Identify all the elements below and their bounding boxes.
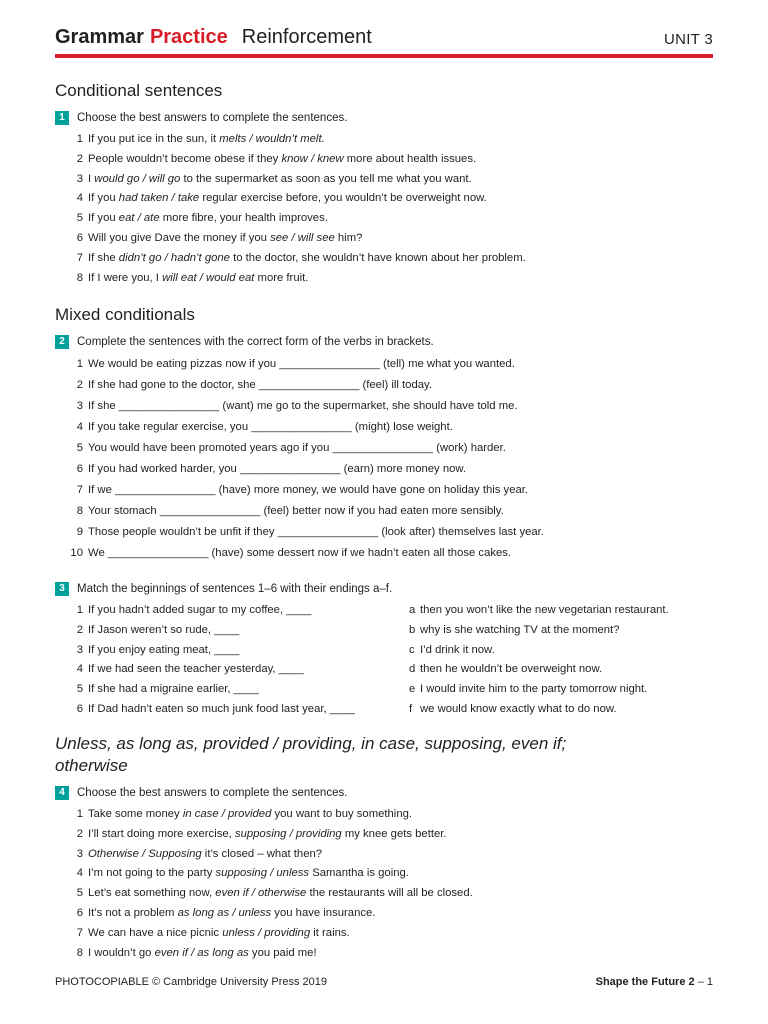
sentence-text: you paid me!: [248, 946, 317, 959]
answer-choices: as long as / unless: [177, 906, 272, 919]
item-number: 3: [76, 400, 83, 412]
item-number: 3: [76, 847, 83, 860]
sentence-ending: [409, 641, 495, 661]
sentence-item: [55, 438, 715, 459]
page-number: – 1: [694, 976, 713, 988]
item-number: 8: [76, 271, 83, 284]
instruction-text: Match the beginnings of sentences 1–6 with their endings a–f.: [77, 583, 393, 595]
ending-letter: b: [409, 623, 416, 636]
sentence-item: [55, 825, 715, 845]
sentence-ending: [409, 680, 647, 700]
sentence-item: [55, 229, 715, 249]
exercise-4-list: [55, 805, 715, 963]
sentence-item: [55, 249, 715, 269]
item-number: 9: [76, 526, 83, 538]
exercise-1-list: [55, 130, 715, 288]
sentence-beginning: [55, 621, 239, 641]
beginning-text: If she had a migraine earlier, ____: [88, 683, 259, 696]
matching-row: [55, 660, 715, 680]
sentence-item: [55, 904, 715, 924]
sentence-item: [55, 189, 715, 209]
answer-choices: in case / provided: [182, 808, 272, 820]
matching-row: [55, 700, 715, 720]
page-footer: [55, 976, 713, 988]
item-number: 10: [70, 547, 83, 559]
section-conditional-sentences: [55, 80, 715, 288]
section-matching: [55, 579, 715, 720]
ending-letter: a: [409, 604, 416, 616]
sentence-item: [55, 130, 715, 150]
item-number: 2: [76, 379, 83, 391]
matching-rows: [55, 601, 715, 720]
sentence-item: [55, 924, 715, 944]
matching-row: [55, 641, 715, 661]
sentence-item: [55, 170, 715, 190]
item-number: 5: [76, 212, 83, 225]
sentence-text: It’s not a problem: [88, 906, 178, 919]
sentence-text: Will you give Dave the money if you: [88, 231, 271, 244]
sentence-item: [55, 522, 715, 543]
unit-label: UNIT 3: [663, 31, 713, 48]
beginning-text: If Dad hadn’t eaten so much junk food last year, ____: [88, 702, 355, 715]
item-number: 2: [76, 623, 83, 636]
sentence-item: [55, 805, 715, 825]
answer-choices: melts / wouldn’t melt.: [219, 133, 325, 145]
ending-text: I’d drink it now.: [420, 643, 495, 656]
sentence-beginning: [55, 700, 355, 720]
ending-text: why is she watching TV at the moment?: [420, 623, 620, 636]
item-number: 7: [76, 926, 83, 939]
beginning-text: If Jason weren’t so rude, ____: [88, 623, 240, 636]
exercise-instruction: [55, 581, 715, 601]
answer-choices: even if / as long as: [154, 946, 249, 959]
sentence-item: [55, 209, 715, 229]
section-linking-words: [55, 733, 715, 963]
instruction-text: Choose the best answers to complete the sentences.: [77, 112, 348, 124]
item-number: 4: [76, 663, 83, 676]
answer-choices: Otherwise / Supposing: [88, 847, 202, 860]
sentence-text: Samantha is going.: [309, 867, 409, 880]
sentence-text: more fibre, your health improves.: [159, 212, 328, 225]
book-page-label: [596, 976, 713, 988]
sentence-text: to the doctor, she wouldn’t have known about her problem.: [229, 251, 526, 264]
sentence-item: [55, 480, 715, 501]
item-number: 6: [76, 231, 83, 244]
gap-fill-sentence: If she had gone to the doctor, she ________________ (feel) ill today.: [88, 379, 432, 391]
instruction-text: Complete the sentences with the correct form of the verbs in brackets.: [77, 336, 434, 348]
sentence-beginning: [55, 680, 259, 700]
header-grammar: Grammar: [55, 26, 144, 48]
matching-row: [55, 680, 715, 700]
section-title-line-1: Unless, as long as, provided / providing, in case, supposing, even if;: [55, 734, 567, 753]
item-number: 2: [76, 827, 83, 840]
item-number: 4: [76, 192, 83, 205]
gap-fill-sentence: You would have been promoted years ago if you ________________ (work) harder.: [88, 442, 506, 454]
matching-row: [55, 601, 715, 621]
ending-letter: f: [409, 702, 413, 715]
answer-choices: see / will see: [270, 231, 335, 244]
sentence-text: him?: [334, 231, 363, 244]
sentence-text: regular exercise before, you wouldn’t be overweight now.: [199, 192, 487, 205]
gap-fill-sentence: If you had worked harder, you ________________ (earn) more money now.: [88, 463, 467, 475]
book-title: Shape the Future 2: [595, 976, 695, 988]
sentence-text: to the supermarket as soon as you tell me what you want.: [180, 172, 472, 185]
exercise-number-badge: 4: [55, 786, 69, 800]
item-number: 2: [76, 152, 83, 165]
sentence-text: I’ll start doing more exercise,: [88, 827, 235, 840]
sentence-text: I wouldn’t go: [88, 946, 155, 959]
header-rule: [55, 54, 713, 58]
answer-choices: unless / providing: [222, 926, 311, 939]
ending-text: I would invite him to the party tomorrow night.: [420, 683, 648, 696]
beginning-text: If you hadn’t added sugar to my coffee, ____: [88, 604, 312, 616]
sentence-item: [55, 864, 715, 884]
sentence-text: If you: [88, 192, 119, 205]
sentence-ending: [409, 700, 617, 720]
ending-letter: d: [409, 663, 416, 676]
item-number: 1: [76, 358, 83, 370]
sentence-text: you want to buy something.: [271, 808, 413, 820]
sentence-item: [55, 150, 715, 170]
item-number: 5: [76, 442, 83, 454]
matching-row: [55, 621, 715, 641]
ending-text: then you won’t like the new vegetarian restaurant.: [420, 604, 669, 616]
instruction-text: Choose the best answers to complete the sentences.: [77, 787, 348, 799]
beginning-text: If we had seen the teacher yesterday, ____: [88, 663, 304, 676]
item-number: 1: [76, 133, 83, 145]
sentence-ending: [409, 621, 619, 641]
sentence-text: more about health issues.: [343, 152, 477, 165]
ending-text: then he wouldn’t be overweight now.: [420, 663, 603, 676]
item-number: 6: [76, 906, 83, 919]
sentence-item: [55, 845, 715, 865]
answer-choices: will eat / would eat: [162, 271, 255, 284]
copyright-notice: PHOTOCOPIABLE © Cambridge University Press 2019: [55, 976, 327, 988]
exercise-number-badge: 2: [55, 335, 69, 349]
gap-fill-sentence: If we ________________ (have) more money, we would have gone on holiday this year.: [88, 484, 529, 496]
sentence-item: [55, 269, 715, 289]
sentence-text: If I were you, I: [88, 271, 163, 284]
sentence-text: the restaurants will all be closed.: [306, 887, 473, 900]
sentence-item: [55, 501, 715, 522]
gap-fill-sentence: We would be eating pizzas now if you ________________ (tell) me what you wanted.: [88, 358, 515, 370]
gap-fill-sentence: Your stomach ________________ (feel) better now if you had eaten more sensibly.: [88, 505, 504, 517]
section-title-line-2: otherwise: [55, 756, 128, 775]
sentence-text: Let’s eat something now,: [88, 887, 216, 900]
sentence-beginning: [55, 601, 311, 621]
answer-choices: didn’t go / hadn’t gone: [118, 251, 230, 264]
sentence-text: If you: [88, 212, 119, 225]
exercise-instruction: [55, 334, 715, 354]
section-mixed-conditionals: [55, 304, 715, 564]
header-practice: Practice: [149, 26, 228, 48]
section-title: Conditional sentences: [55, 81, 223, 100]
sentence-item: [55, 944, 715, 964]
item-number: 7: [76, 484, 83, 496]
sentence-text: it rains.: [310, 926, 350, 939]
sentence-item: [55, 375, 715, 396]
answer-choices: eat / ate: [118, 212, 160, 225]
sentence-text: Take some money: [88, 808, 183, 820]
exercise-instruction: [55, 785, 715, 805]
item-number: 3: [76, 172, 83, 185]
item-number: 8: [76, 946, 83, 959]
sentence-beginning: [55, 641, 239, 661]
ending-letter: e: [409, 683, 416, 696]
item-number: 5: [76, 887, 83, 900]
sentence-text: my knee gets better.: [341, 827, 447, 840]
sentence-item: [55, 459, 715, 480]
sentence-text: If you put ice in the sun, it: [88, 133, 220, 145]
sentence-ending: [409, 660, 602, 680]
answer-choices: supposing / unless: [215, 867, 310, 880]
sentence-text: more fruit.: [254, 271, 309, 284]
sentence-item: [55, 396, 715, 417]
gap-fill-sentence: We ________________ (have) some dessert now if we hadn’t eaten all those cakes.: [88, 547, 512, 559]
sentence-item: [55, 884, 715, 904]
exercise-2-list: [55, 354, 715, 564]
item-number: 3: [76, 643, 83, 656]
item-number: 4: [76, 421, 83, 433]
sentence-text: I: [88, 172, 95, 185]
sentence-text: it’s closed – what then?: [201, 847, 323, 860]
item-number: 7: [76, 251, 83, 264]
sentence-ending: [409, 601, 669, 621]
answer-choices: even if / otherwise: [215, 887, 307, 900]
sentence-item: [55, 417, 715, 438]
answer-choices: supposing / providing: [234, 827, 342, 840]
header-reinforcement: Reinforcement: [241, 26, 372, 48]
item-number: 6: [76, 702, 83, 715]
item-number: 5: [76, 683, 83, 696]
sentence-text: you have insurance.: [271, 906, 376, 919]
exercise-instruction: [55, 110, 715, 130]
exercise-number-badge: 1: [55, 111, 69, 125]
item-number: 8: [76, 505, 83, 517]
sentence-item: [55, 354, 715, 375]
gap-fill-sentence: If she ________________ (want) me go to the supermarket, she should have told me.: [88, 400, 518, 412]
sentence-beginning: [55, 660, 304, 680]
item-number: 1: [76, 808, 83, 820]
gap-fill-sentence: Those people wouldn’t be unfit if they ________________ (look after) themselves last year.: [88, 526, 544, 538]
sentence-text: I’m not going to the party: [88, 867, 216, 880]
section-title: [55, 733, 715, 777]
item-number: 4: [76, 867, 83, 880]
answer-choices: would go / will go: [94, 172, 181, 185]
sentence-text: People wouldn’t become obese if they: [88, 152, 282, 165]
answer-choices: had taken / take: [118, 192, 200, 205]
ending-letter: c: [409, 643, 415, 656]
sentence-text: If she: [88, 251, 119, 264]
sentence-item: [55, 543, 715, 564]
gap-fill-sentence: If you take regular exercise, you ________________ (might) lose weight.: [88, 421, 453, 433]
page-header: [55, 26, 713, 54]
item-number: 1: [76, 604, 83, 616]
answer-choices: know / knew: [281, 152, 344, 165]
sentence-text: We can have a nice picnic: [88, 926, 223, 939]
item-number: 6: [76, 463, 83, 475]
exercise-number-badge: 3: [55, 582, 69, 596]
ending-text: we would know exactly what to do now.: [420, 702, 617, 715]
beginning-text: If you enjoy eating meat, ____: [88, 643, 240, 656]
section-title: Mixed conditionals: [55, 305, 195, 324]
